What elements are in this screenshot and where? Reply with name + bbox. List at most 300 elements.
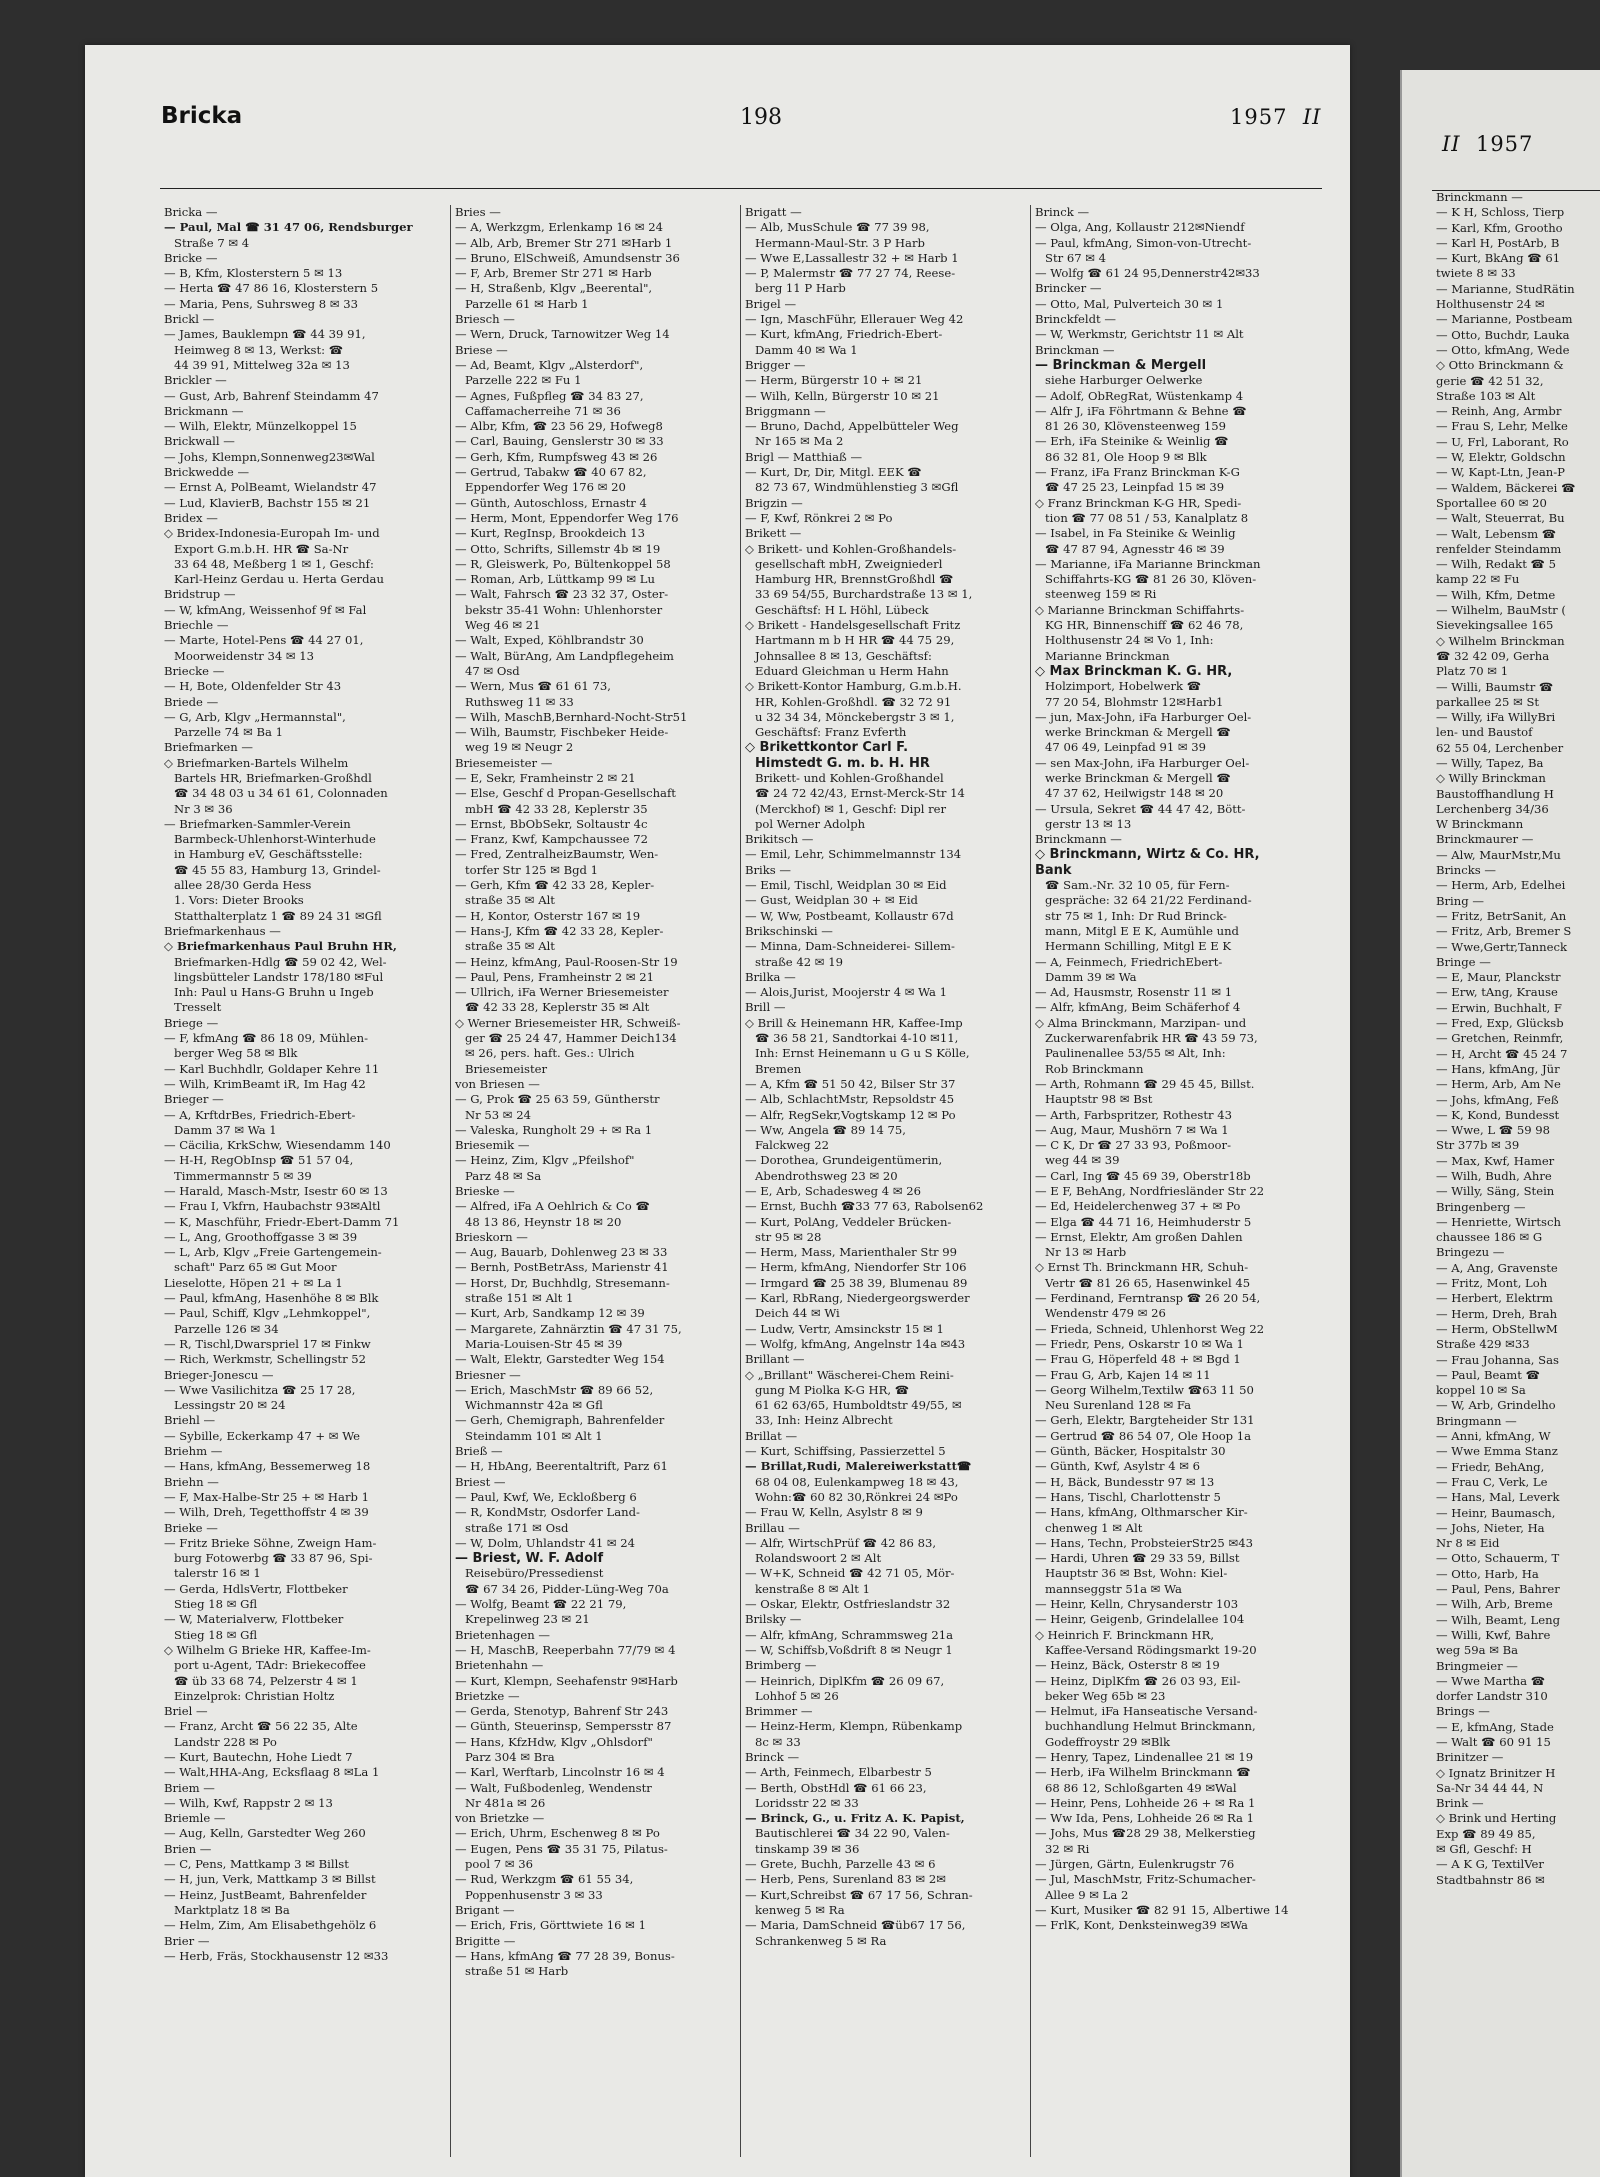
directory-entry-line: Baustoffhandlung H [1436,786,1554,801]
directory-entry-line: — Ed, Heidelerchenweg 37 + ✉ Po [1035,1199,1241,1214]
directory-entry-line: Brinckmaurer — [1436,832,1534,847]
directory-entry-line: von Brietzke — [455,1811,545,1826]
directory-entry-line: — Bruno, Dachd, Appelbütteler Weg [745,419,959,434]
directory-entry-line: — Kurt,Schreibst ☎ 67 17 56, Schran- [745,1887,973,1902]
directory-entry-line: — Wilh, Kelln, Bürgerstr 10 ✉ 21 [745,388,940,403]
directory-entry-line: Marktplatz 18 ✉ Ba [174,1902,290,1917]
directory-entry-line: — Herbert, Elektrm [1436,1291,1553,1306]
directory-entry-line: — Carl, Ing ☎ 45 69 39, Oberstr18b [1035,1168,1251,1183]
directory-entry-line: kenweg 5 ✉ Ra [755,1902,845,1917]
directory-entry-line: — Ernst, Buchh ☎33 77 63, Rabolsen62 [745,1199,984,1214]
directory-entry-line: — Marianne, Postbeam [1436,312,1573,327]
directory-entry-line: 47 ✉ Osd [465,663,520,678]
directory-entry-line: mbH ☎ 42 33 28, Keplerstr 35 [465,801,648,816]
directory-entry-line: 68 04 08, Eulenkampweg 18 ✉ 43, [755,1474,959,1489]
directory-entry-line: Maria-Louisen-Str 45 ✉ 39 [465,1336,623,1351]
directory-entry-line: — Ernst A, PolBeamt, Wielandstr 47 [164,480,377,495]
directory-entry-line: Hermann Schilling, Mitgl E E K [1045,939,1232,954]
directory-entry-line: ◇ Wilhelm Brinckman [1436,633,1565,648]
directory-entry-line: — R, KondMstr, Osdorfer Land- [455,1505,640,1520]
directory-entry-line: — A, Kfm ☎ 51 50 42, Bilser Str 37 [745,1076,956,1091]
directory-entry-line: ☎ 42 33 28, Keplerstr 35 ✉ Alt [465,1000,650,1015]
directory-entry-line: — Willy, Säng, Stein [1436,1184,1555,1199]
directory-entry-line: — E, kfmAng, Stade [1436,1719,1554,1734]
directory-entry-line: — H, Kontor, Osterstr 167 ✉ 19 [455,908,641,923]
directory-entry-line: Loridsstr 22 ✉ 33 [755,1795,859,1810]
directory-entry-line: — A, Ang, Gravenste [1436,1260,1558,1275]
directory-entry-line: 77 20 54, Blohmstr 12✉Harb1 [1045,694,1224,709]
directory-entry-line: — Roman, Arb, Lüttkamp 99 ✉ Lu [455,572,655,587]
directory-entry-line: straße 51 ✉ Harb [465,1964,569,1979]
directory-entry-line: — Frau G, Arb, Kajen 14 ✉ 11 [1035,1367,1211,1382]
directory-entry-line: ◇ Franz Brinckman K-G HR, Spedi- [1035,495,1242,510]
directory-entry-line: Brieskorn — [455,1229,528,1244]
directory-entry-line: — Johs, Nieter, Ha [1436,1520,1545,1535]
directory-entry-line: — Georg Wilhelm,Textilw ☎63 11 50 [1035,1382,1254,1397]
directory-entry-line: — Heinz-Herm, Klempn, Rübenkamp [745,1719,963,1734]
directory-entry-line: — Alb, Arb, Bremer Str 271 ✉Harb 1 [455,235,673,250]
directory-entry-line: ☎ 24 72 42/43, Ernst-Merck-Str 14 [755,786,965,801]
directory-entry-line: gespräche: 32 64 21/22 Ferdinand- [1045,893,1252,908]
directory-entry-line: beker Weg 65b ✉ 23 [1045,1688,1166,1703]
directory-entry-line: Bank [1035,862,1072,878]
directory-entry-line: Reisebüro/Pressedienst [465,1566,604,1581]
directory-entry-line: Nr 13 ✉ Harb [1045,1245,1127,1260]
directory-entry-line: ✉ 26, pers. haft. Ges.: Ulrich [465,1046,635,1061]
directory-entry-line: ✉ Gfl, Geschf: H [1436,1842,1532,1857]
directory-entry-line: 32 ✉ Ri [1045,1841,1090,1856]
directory-entry-line: — Agnes, Fußpfleg ☎ 34 83 27, [455,388,644,403]
directory-entry-line: Str 377b ✉ 39 [1436,1138,1520,1153]
directory-entry-line: — Wwe Martha ☎ [1436,1673,1546,1688]
directory-entry-line: ☎ 34 48 03 u 34 61 61, Colonnaden [174,786,388,801]
directory-entry-line: 47 37 62, Heilwigstr 148 ✉ 20 [1045,786,1224,801]
directory-entry-line: Brickler — [164,373,227,388]
directory-entry-line: — Wilh, Baumstr, Fischbeker Heide- [455,725,669,740]
directory-entry-line: — Walt ☎ 60 91 15 [1436,1734,1551,1749]
directory-entry-line: — Alw, MaurMstr,Mu [1436,847,1561,862]
directory-entry-line: — Günth, Bäcker, Hospitalstr 30 [1035,1444,1226,1459]
directory-entry-line: Briehm — [164,1444,223,1459]
directory-entry-line: — Otto, Mal, Pulverteich 30 ✉ 1 [1035,296,1224,311]
directory-entry-line: Schrankenweg 5 ✉ Ra [755,1933,887,1948]
directory-entry-line: — Heinr, Geigenb, Grindelallee 104 [1035,1612,1245,1627]
directory-entry-line: — Heinz, JustBeamt, Bahrenfelder [164,1887,367,1902]
directory-entry-line: Brinck — [745,1749,800,1764]
directory-entry-line: — E, Maur, Planckstr [1436,970,1561,985]
directory-entry-line: Briggmann — [745,403,826,418]
directory-entry-line: — Günth, Kwf, Asylstr 4 ✉ 6 [1035,1459,1201,1474]
directory-entry-line: — Fred, Exp, Glücksb [1436,1016,1564,1031]
directory-entry-line: — W, Elektr, Goldschn [1436,450,1566,465]
directory-entry-line: — Jul, MaschMstr, Fritz-Schumacher- [1035,1872,1256,1887]
directory-entry-line: Briesemeister [465,1061,548,1076]
directory-entry-line: Brigl — Matthiaß — [745,449,863,464]
directory-entry-line: — Wern, Druck, Tarnowitzer Weg 14 [455,327,670,342]
directory-entry-line: — H, Archt ☎ 45 24 7 [1436,1046,1568,1061]
directory-entry-line: — Otto, kfmAng, Wede [1436,342,1570,357]
directory-entry-line: — Walt, Fahrsch ☎ 23 32 37, Oster- [455,587,669,602]
directory-entry-line: — Adolf, ObRegRat, Wüstenkamp 4 [1035,388,1244,403]
directory-entry-line: — Kurt, Dr, Dir, Mitgl. EEK ☎ [745,465,922,480]
directory-entry-line: — Waldem, Bäckerei ☎ [1436,480,1576,495]
directory-entry-line: — Marianne, StudRätin [1436,281,1575,296]
directory-entry-line: Stadtbahnstr 86 ✉ [1436,1872,1545,1887]
directory-entry-line: — Wilh, KrimBeamt iR, Im Hag 42 [164,1076,366,1091]
directory-entry-line: Brickwedde — [164,465,250,480]
directory-entry-line: — Marte, Hotel-Pens ☎ 44 27 01, [164,633,364,648]
volume: II [1302,105,1322,129]
directory-entry-line: — Hardi, Uhren ☎ 29 33 59, Billst [1035,1551,1240,1566]
directory-entry-line: len- und Baustof [1436,725,1533,740]
directory-entry-line: — Hans, kfmAng, Jür [1436,1061,1560,1076]
directory-entry-line: Platz 70 ✉ 1 [1436,664,1509,679]
directory-entry-line: 44 39 91, Mittelweg 32a ✉ 13 [174,357,350,372]
directory-entry-line: — Rud, Werkzgm ☎ 61 55 34, [455,1872,634,1887]
directory-entry-line: — Lud, KlavierB, Bachstr 155 ✉ 21 [164,495,371,510]
directory-entry-line: ◇ Wilhelm G Brieke HR, Kaffee-Im- [164,1642,371,1657]
directory-entry-line: Neu Surenland 128 ✉ Fa [1045,1398,1192,1413]
directory-entry-line: Eduard Gleichman u Herm Hahn [755,663,949,678]
directory-entry-line: Marianne Brinckman [1045,648,1170,663]
directory-entry-line: — Kurt, kfmAng, Friedrich-Ebert- [745,327,943,342]
directory-entry-line: mann, Mitgl E E K, Aumühle und [1045,923,1239,938]
directory-entry-line: Brien — [164,1841,212,1856]
directory-entry-line: Bringmeier — [1436,1658,1518,1673]
directory-entry-line: KG HR, Binnenschiff ☎ 62 46 78, [1045,618,1244,633]
directory-entry-line: 68 86 12, Schloßgarten 49 ✉Wal [1045,1780,1237,1795]
directory-entry-line: gerie ☎ 42 51 32, [1436,373,1544,388]
directory-entry-line: Briemle — [164,1811,226,1826]
directory-entry-line: — Gertrud, Tabakw ☎ 40 67 82, [455,465,647,480]
directory-entry-line: — Brinckman & Mergell [1035,357,1207,373]
directory-entry-line: Brietzke — [455,1688,520,1703]
directory-entry-line: Hartmann m b H HR ☎ 44 75 29, [755,633,955,648]
directory-entry-line: Lessingstr 20 ✉ 24 [174,1398,286,1413]
directory-entry-line: parkallee 25 ✉ St [1436,694,1540,709]
directory-entry-line: Brink — [1436,1796,1484,1811]
directory-entry-line: — R, Tischl,Dwarspriel 17 ✉ Finkw [164,1336,371,1351]
directory-entry-line: — Wilh, MaschB,Bernhard-Nocht-Str51 [455,709,688,724]
directory-entry-line: — Kurt, Musiker ☎ 82 91 15, Albertiwe 14 [1035,1902,1289,1917]
directory-entry-line: — Erich, Uhrm, Eschenweg 8 ✉ Po [455,1826,660,1841]
directory-entry-line: siehe Harburger Oelwerke [1045,373,1203,388]
directory-entry-line: — Bernh, PostBetrAss, Marienstr 41 [455,1260,669,1275]
directory-entry-line: Barmbeck-Uhlenhorst-Winterhude [174,832,376,847]
directory-entry-line: Damm 39 ✉ Wa [1045,969,1137,984]
directory-entry-line: — H, Bote, Oldenfelder Str 43 [164,679,342,694]
directory-entry-line: Brieger-Jonescu — [164,1367,274,1382]
directory-entry-line: — Wilh, Redakt ☎ 5 [1436,557,1557,572]
directory-entry-line: Briefmarkenhaus — [164,923,281,938]
directory-entry-line: Exp ☎ 89 49 85, [1436,1826,1536,1841]
directory-entry-line: — Irmgard ☎ 25 38 39, Blumenau 89 [745,1275,968,1290]
directory-entry-line: Straße 429 ✉33 [1436,1337,1530,1352]
directory-entry-line: — H, Bäck, Bundesstr 97 ✉ 13 [1035,1474,1215,1489]
directory-entry-line: — Walt, Exped, Köhlbrandstr 30 [455,633,644,648]
directory-entry-line: — C K, Dr ☎ 27 33 93, Poßmoor- [1035,1138,1231,1153]
directory-entry-line: — Arth, Rohmann ☎ 29 45 45, Billst. [1035,1076,1255,1091]
directory-entry-line: Brinckmann — [1035,832,1122,847]
directory-entry-line: — A, KrftdrBes, Friedrich-Ebert- [164,1107,356,1122]
directory-entry-line: — Gretchen, Reinmfr, [1436,1031,1564,1046]
directory-entry-line: — Gust, Weidplan 30 + ✉ Eid [745,893,918,908]
directory-entry-line: Briege — [164,1015,219,1030]
directory-entry-line: — Paul, Kwf, We, Eckloßberg 6 [455,1489,637,1504]
directory-entry-line: Damm 40 ✉ Wa 1 [755,342,858,357]
directory-entry-line: — Ullrich, iFa Werner Briesemeister [455,985,669,1000]
directory-entry-line: Briefmarken — [164,740,254,755]
directory-entry-line: — Bruno, ElSchweiß, Amundsenstr 36 [455,250,680,265]
directory-entry-line: ◇ Willy Brinckman [1436,771,1546,786]
directory-entry-line: — F, Kwf, Rönkrei 2 ✉ Po [745,510,893,525]
directory-entry-line: Heimweg 8 ✉ 13, Werkst: ☎ [174,342,344,357]
directory-entry-line: — Herm, Mass, Marienthaler Str 99 [745,1245,957,1260]
directory-entry-line: Bringe — [1436,954,1491,969]
directory-entry-line: Johnsallee 8 ✉ 13, Geschäftsf: [755,648,932,663]
directory-entry-line: Poppenhusenstr 3 ✉ 33 [465,1887,603,1902]
directory-entry-line: — Heinz, DiplKfm ☎ 26 03 93, Eil- [1035,1673,1241,1688]
directory-entry-line: chaussee 186 ✉ G [1436,1230,1543,1245]
directory-entry-line: tion ☎ 77 08 51 / 53, Kanalplatz 8 [1045,510,1249,525]
directory-entry-line: Godeffroystr 29 ✉Blk [1045,1734,1171,1749]
directory-entry-line: 86 32 81, Ole Hoop 9 ✉ Blk [1045,449,1207,464]
directory-entry-line: — Frau C, Verk, Le [1436,1474,1548,1489]
directory-entry-line: — Valeska, Rungholt 29 + ✉ Ra 1 [455,1122,653,1137]
directory-entry-line: ◇ Briefmarkenhaus Paul Bruhn HR, [164,939,397,954]
directory-entry-line: Brietenhahn — [455,1658,544,1673]
directory-entry-line: Krepelinweg 23 ✉ 21 [465,1612,590,1627]
directory-entry-line: — K, Maschführ, Friedr-Ebert-Damm 71 [164,1214,400,1229]
directory-entry-line: — Paul, Pens, Framheinstr 2 ✉ 21 [455,969,654,984]
directory-entry-line: — Friedr, BehAng, [1436,1459,1545,1474]
directory-entry-line: — Wolfg ☎ 61 24 95,Dennerstr42✉33 [1035,266,1260,281]
directory-entry-line: Bridstrup — [164,587,236,602]
directory-entry-line: werke Brinckman & Mergell ☎ [1045,770,1231,785]
directory-entry-line: — Wwe Vasilichitza ☎ 25 17 28, [164,1382,356,1397]
directory-entry-line: ◇ Max Brinckman K. G. HR, [1035,663,1233,679]
directory-entry-line: Nr 53 ✉ 24 [465,1107,531,1122]
year: 1957 [1230,105,1288,129]
directory-entry-line: ☎ 45 55 83, Hamburg 13, Grindel- [174,862,381,877]
directory-entry-line: — Hans, kfmAng, Olthmarscher Kir- [1035,1505,1248,1520]
directory-entry-line: — Alb, MusSchule ☎ 77 39 98, [745,220,930,235]
directory-entry-line: straße 35 ✉ Alt [465,939,555,954]
directory-entry-line: Sievekingsallee 165 [1436,618,1554,633]
directory-entry-line: — H, HbAng, Beerentaltrift, Parz 61 [455,1459,668,1474]
directory-entry-line: Briehn — [164,1474,219,1489]
directory-entry-line: — Ursula, Sekret ☎ 44 47 42, Bött- [1035,801,1246,816]
directory-entry-line: Himstedt G. m. b. H. HR [755,755,930,771]
directory-entry-line: — Gerh, Elektr, Bargteheider Str 131 [1035,1413,1255,1428]
directory-entry-line: — F, Max-Halbe-Str 25 + ✉ Harb 1 [164,1489,369,1504]
directory-entry-line: — Heinr, Baumasch, [1436,1505,1556,1520]
directory-entry-line: port u-Agent, TAdr: Briekecoffee [174,1658,366,1673]
directory-entry-line: Bricka — [164,205,218,219]
directory-entry-line: Bries — [455,205,501,219]
directory-entry-line: Brickwall — [164,434,235,449]
directory-entry-line: — Anni, kfmAng, W [1436,1429,1551,1444]
directory-entry-line: — F, kfmAng ☎ 86 18 09, Mühlen- [164,1031,369,1046]
directory-entry-line: Schiffahrts-KG ☎ 81 26 30, Klöven- [1045,572,1257,587]
directory-entry-line: Inh: Paul u Hans-G Bruhn u Ingeb [174,985,374,1000]
directory-entry-line: — Wilh, Dreh, Tegetthoffstr 4 ✉ 39 [164,1505,369,1520]
directory-entry-line: ◇ „Brillant" Wäscherei-Chem Reini- [745,1367,954,1382]
directory-entry-line: Timmermannstr 5 ✉ 39 [174,1168,312,1183]
directory-entry-line: — Karl, Kfm, Grootho [1436,220,1563,235]
directory-entry-line: Geschäftsf: H L Höhl, Lübeck [755,602,929,617]
directory-entry-line: — Frau S, Lehr, Melke [1436,419,1568,434]
directory-entry-line: — Alois,Jurist, Moojerstr 4 ✉ Wa 1 [745,985,948,1000]
right-page-partial [1400,70,1600,2177]
directory-entry-line: tinskamp 39 ✉ 36 [755,1841,860,1856]
directory-entry-line: — Günth, Steuerinsp, Sempersstr 87 [455,1719,672,1734]
directory-entry-line: str 75 ✉ 1, Inh: Dr Rud Brinck- [1045,908,1227,923]
directory-entry-line: — Berth, ObstHdl ☎ 61 66 23, [745,1780,927,1795]
directory-entry-line: Brikett- und Kohlen-Großhandel [755,770,944,785]
directory-entry-line: — Herm, Bürgerstr 10 + ✉ 21 [745,373,923,388]
directory-entry-line: — Eugen, Pens ☎ 35 31 75, Pilatus- [455,1841,668,1856]
directory-entry-line: — Wilh, Budh, Ahre [1436,1169,1552,1183]
directory-entry-line: Holthusenstr 24 ✉ [1436,297,1545,312]
directory-entry-line: — Marianne, iFa Marianne Brinckman [1035,556,1261,571]
directory-entry-line: — Gerh, Chemigraph, Bahrenfelder [455,1413,665,1428]
directory-entry-line: — Reinh, Ang, Armbr [1436,404,1562,419]
directory-entry-line: — Henry, Tapez, Lindenallee 21 ✉ 19 [1035,1749,1254,1764]
directory-entry-line: — Walt, Fußbodenleg, Wendenstr [455,1780,652,1795]
directory-entry-line: — Willy, Tapez, Ba [1436,755,1544,770]
directory-entry-line: — Wwe, L ☎ 59 98 [1436,1123,1551,1138]
directory-entry-line: Brinckmann — [1436,190,1523,204]
directory-entry-line: — Herm, kfmAng, Niendorfer Str 106 [745,1260,967,1275]
directory-entry-line: — C, Pens, Mattkamp 3 ✉ Billst [164,1857,349,1872]
directory-entry-line: ◇ Brikettkontor Carl F. [745,740,909,756]
directory-entry-line: — Ferdinand, Ferntransp ☎ 26 20 54, [1035,1291,1261,1306]
directory-entry-line: — Karl, RbRang, Niedergeorgswerder [745,1291,970,1306]
page-number: 198 [740,105,782,130]
directory-entry-line: — Minna, Dam-Schneiderei- Sillem- [745,939,955,954]
directory-entry-line: — Grete, Buchh, Parzelle 43 ✉ 6 [745,1857,936,1872]
directory-entry-line: ger ☎ 25 24 47, Hammer Deich134 [465,1031,677,1046]
directory-entry-line: Briesemeister — [455,755,553,770]
directory-entry-line: — Fritz, Arb, Bremer S [1436,924,1572,939]
directory-entry-line: — E F, BehAng, Nordfriesländer Str 22 [1035,1184,1265,1198]
directory-entry-line: Brikett — [745,526,802,541]
directory-entry-line: — L, Ang, Groothoffgasse 3 ✉ 39 [164,1229,358,1244]
directory-entry-line: — Kurt, Schiffsing, Passierzettel 5 [745,1444,946,1459]
directory-entry-line: — Herm, Arb, Edelhei [1436,878,1566,893]
directory-entry-line: str 95 ✉ 28 [755,1229,822,1244]
directory-entry-line: Holzimport, Hobelwerk ☎ [1045,679,1202,694]
directory-entry-line: Lieselotte, Höpen 21 + ✉ La 1 [164,1275,343,1290]
directory-entry-line: ☎ 67 34 26, Pidder-Lüng-Weg 70a [465,1581,669,1596]
directory-entry-line: — Franz, Kwf, Kampchaussee 72 [455,832,648,847]
directory-entry-line: Brieger — [164,1092,224,1107]
directory-entry-line: — R, Gleiswerk, Po, Bültenkoppel 58 [455,556,671,571]
directory-entry-line: Brincks — [1436,863,1496,878]
directory-entry-line: ◇ Brill & Heinemann HR, Kaffee-Imp [745,1015,963,1030]
directory-entry-line: — Fritz Brieke Söhne, Zweign Ham- [164,1535,377,1550]
directory-entry-line: — Gerda, HdlsVertr, Flottbeker [164,1581,348,1596]
directory-entry-line: twiete 8 ✉ 33 [1436,266,1516,281]
directory-entry-line: — G, Prok ☎ 25 63 59, Güntherstr [455,1092,660,1107]
directory-entry-line: — Frau I, Vkfrn, Haubachstr 93✉Altl [164,1199,381,1214]
directory-entry-line: — Ww Ida, Pens, Lohheide 26 ✉ Ra 1 [1035,1811,1254,1826]
directory-entry-line: — Horst, Dr, Buchhdlg, Stresemann- [455,1275,670,1290]
directory-entry-line: Brikitsch — [745,832,814,847]
directory-entry-line: — Briest, W. F. Adolf [455,1551,604,1567]
directory-entry-line: Straße 7 ✉ 4 [174,235,250,250]
directory-entry-line: ☎ 47 87 94, Agnesstr 46 ✉ 39 [1045,541,1225,556]
directory-entry-line: — Gerh, Kfm, Rumpfsweg 43 ✉ 26 [455,449,658,464]
directory-entry-line: Paulinenallee 53/55 ✉ Alt, Inh: [1045,1046,1226,1061]
directory-entry-line: Kaffee-Versand Rödingsmarkt 19-20 [1045,1642,1257,1657]
directory-entry-line: — Kurt, RegInsp, Brookdeich 13 [455,526,645,541]
directory-entry-line: — Frau W, Kelln, Asylstr 8 ✉ 9 [745,1505,923,1520]
directory-columns [1432,190,1600,2157]
directory-entry-line: u 32 34 34, Mönckebergstr 3 ✉ 1, [755,709,955,724]
directory-entry-line: — Oskar, Elektr, Ostfrieslandstr 32 [745,1597,951,1612]
directory-entry-line: — Isabel, in Fa Steinike & Weinlig [1035,526,1236,541]
directory-entry-line: — Franz, Archt ☎ 56 22 35, Alte [164,1719,358,1734]
directory-entry-line: — Alfr, kfmAng, Beim Schäferhof 4 [1035,1000,1241,1015]
directory-entry-line: — Henriette, Wirtsch [1436,1214,1561,1229]
directory-entry-line: — Gertrud ☎ 86 54 07, Ole Hoop 1a [1035,1428,1252,1443]
directory-entry-line: Brier — [164,1933,210,1948]
directory-entry-line: — Kurt, Bautechn, Hohe Liedt 7 [164,1749,353,1764]
directory-entry-line: — W+K, Schneid ☎ 42 71 05, Mör- [745,1566,955,1581]
directory-entry-line: — Wilh, Kfm, Detme [1436,587,1556,602]
directory-entry-line: Sa-Nr 34 44 44, N [1436,1780,1544,1795]
directory-entry-line: Rolandswoort 2 ✉ Alt [755,1551,882,1566]
directory-entry-line: Vertr ☎ 81 26 65, Hasenwinkel 45 [1045,1275,1251,1290]
directory-entry-line: — Wilhelm, BauMstr ( [1436,603,1566,618]
directory-entry-line: Geschäftsf: Franz Evferth [755,725,907,740]
directory-entry-line: 62 55 04, Lerchenber [1436,740,1564,755]
directory-entry-line: Brickmann — [164,403,244,418]
directory-entry-line: ◇ Brinckmann, Wirtz & Co. HR, [1035,847,1260,863]
directory-entry-line: weg 59a ✉ Ba [1436,1643,1519,1658]
directory-entry-line: straße 151 ✉ Alt 1 [465,1291,574,1306]
directory-entry-line: Straße 103 ✉ Alt [1436,388,1536,403]
directory-entry-line: steenweg 159 ✉ Ri [1045,587,1157,602]
directory-entry-line: Falckweg 22 [755,1138,830,1153]
directory-entry-line: — Aug, Bauarb, Dohlenweg 23 ✉ 33 [455,1245,668,1260]
directory-entry-line: Bautischlerei ☎ 34 22 90, Valen- [755,1826,950,1841]
directory-entry-line: — Erich, MaschMstr ☎ 89 66 52, [455,1382,654,1397]
directory-entry-line: — Ad, Beamt, Klgv „Alsterdorf", [455,357,644,372]
directory-entry-line: — Emil, Lehr, Schimmelmannstr 134 [745,847,962,862]
directory-entry-line: — Alb, SchlachtMstr, Repsoldstr 45 [745,1092,955,1107]
directory-entry-line: — Otto, Schauerm, T [1436,1551,1560,1566]
directory-entry-line: ◇ Ignatz Brinitzer H [1436,1765,1556,1780]
directory-entry-line: Allee 9 ✉ La 2 [1045,1887,1129,1902]
directory-entry-line: Parzelle 222 ✉ Fu 1 [465,373,582,388]
directory-entry-line: — Paul, Schiff, Klgv „Lehmkoppel", [164,1306,371,1321]
directory-entry-line: ◇ Ernst Th. Brinckmann HR, Schuh- [1035,1260,1249,1275]
page-header [85,103,1350,143]
directory-entry-line: — Else, Geschf d Propan-Gesellschaft [455,786,676,801]
directory-entry-line: 47 06 49, Leinpfad 91 ✉ 39 [1045,740,1207,755]
directory-entry-line: — Hans, kfmAng, Bessemerweg 18 [164,1459,371,1474]
directory-entry-line: straße 171 ✉ Osd [465,1520,569,1535]
directory-entry-line: Bringmann — [1436,1413,1517,1428]
directory-entry-line: — Karl Buchhdlr, Goldaper Kehre 11 [164,1061,380,1076]
directory-entry-line: — Alfr, RegSekr,Vogtskamp 12 ✉ Po [745,1107,956,1122]
directory-entry-line: Moorweidenstr 34 ✉ 13 [174,648,315,663]
directory-entry-line: Parzelle 61 ✉ Harb 1 [465,296,589,311]
directory-entry-line: Brincker — [1035,281,1102,296]
